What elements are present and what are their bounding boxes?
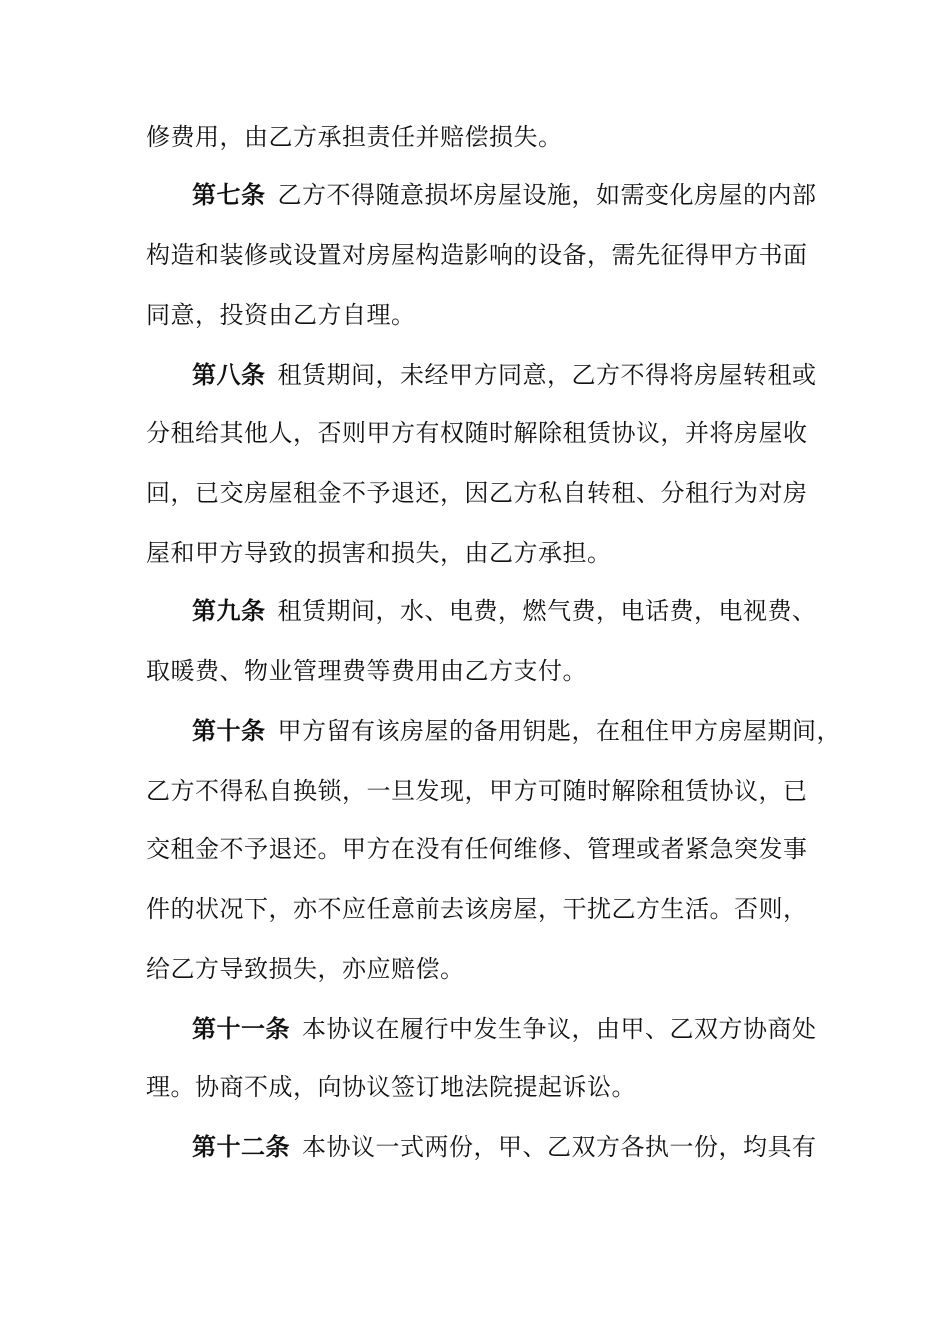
article-text: 乙方不得随意损坏房屋设施，如需变化房屋的内部: [277, 181, 817, 209]
text-line: [146, 894, 826, 924]
text-line: [146, 954, 826, 984]
article-8-label: 第八条: [192, 360, 266, 389]
article-text: 本协议一式两份，甲、乙双方各执一份，均具有: [302, 1133, 817, 1161]
article-10-line: [192, 716, 872, 746]
text-line: [146, 1072, 826, 1102]
article-11-label: 第十一条: [192, 1014, 290, 1043]
article-7-line: [192, 180, 872, 210]
article-7-label: 第七条: [192, 180, 266, 209]
text-line: [146, 776, 826, 806]
text-line: [146, 418, 826, 448]
article-text: 理。协商不成，向协议签订地法院提起诉讼。: [146, 1073, 636, 1101]
article-text: 分租给其他人，否则甲方有权随时解除租赁协议，并将房屋收: [146, 419, 808, 447]
article-12-line: [192, 1132, 872, 1162]
article-8-line: [192, 360, 872, 390]
article-9-line: [192, 596, 872, 626]
text-line: [146, 300, 826, 330]
article-text: 租赁期间，水、电费，燃气费，电话费，电视费、: [277, 597, 817, 625]
text-line: [146, 240, 826, 270]
article-text: 本协议在履行中发生争议，由甲、乙双方协商处: [302, 1015, 817, 1043]
article-12-label: 第十二条: [192, 1132, 290, 1161]
article-text: 取暖费、物业管理费等费用由乙方支付。: [146, 657, 587, 685]
article-text: 件的状况下，亦不应任意前去该房屋，干扰乙方生活。否则，: [146, 895, 808, 923]
article-text: 修费用，由乙方承担责任并赔偿损失。: [146, 123, 563, 151]
article-text: 屋和甲方导致的损害和损失，由乙方承担。: [146, 539, 612, 567]
article-text: 回，已交房屋租金不予退还，因乙方私自转租、分租行为对房: [146, 479, 808, 507]
article-text: 给乙方导致损失，亦应赔偿。: [146, 955, 465, 983]
article-text: 同意，投资由乙方自理。: [146, 301, 416, 329]
text-line: [146, 122, 826, 152]
article-9-label: 第九条: [192, 596, 266, 625]
article-11-line: [192, 1014, 872, 1044]
article-text: 构造和装修或设置对房屋构造影响的设备，需先征得甲方书面: [146, 241, 808, 269]
article-text: 租赁期间，未经甲方同意，乙方不得将房屋转租或: [277, 361, 817, 389]
article-text: 乙方不得私自换锁，一旦发现，甲方可随时解除租赁协议，已: [146, 777, 808, 805]
text-line: [146, 478, 826, 508]
article-10-label: 第十条: [192, 716, 266, 745]
article-text: 交租金不予退还。甲方在没有任何维修、管理或者紧急突发事: [146, 835, 808, 863]
article-text: 甲方留有该房屋的备用钥匙，在租住甲方房屋期间，: [277, 717, 841, 745]
text-line: [146, 538, 826, 568]
text-line: [146, 834, 826, 864]
text-line: [146, 656, 826, 686]
